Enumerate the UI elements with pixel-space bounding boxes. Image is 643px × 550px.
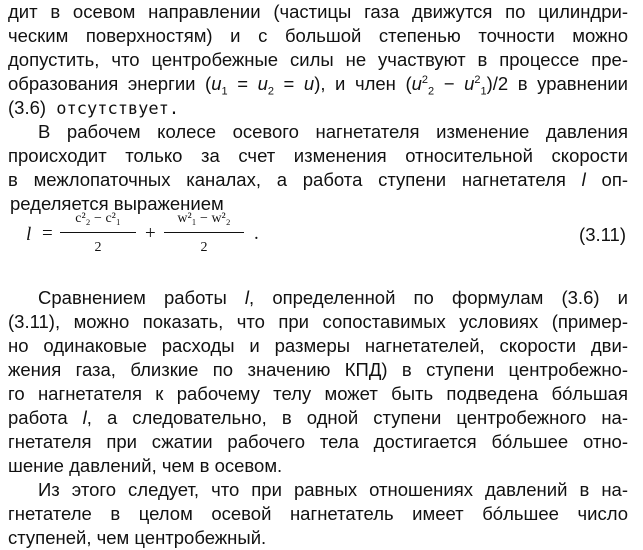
math-op: = — [273, 73, 304, 94]
text-span: допустить, что центробежные силы не участвуют в процессе пре- — [8, 49, 628, 70]
text-span: ступеней, чем центробежный. — [8, 527, 267, 548]
math-sub: 2 — [428, 85, 435, 98]
fraction-numerator: c²₂ − c²₁ — [75, 211, 121, 226]
text-span: происходит только за счет изменения относительной скорости — [8, 145, 628, 166]
math-sub: 2 — [267, 85, 274, 98]
text-line — [8, 310, 628, 334]
math-var: u — [211, 73, 222, 94]
formula-plus: + — [145, 223, 156, 244]
text-span: работа — [8, 407, 83, 428]
text-span: дит в осевом направлении (частицы газа движутся по цилиндри- — [8, 1, 628, 22]
text-line — [8, 358, 628, 382]
text-span: но одинаковые расходы и размеры нагнетателей, скорости дви- — [8, 335, 628, 356]
text-line — [8, 168, 628, 192]
math-var: l — [244, 287, 250, 308]
fraction-w — [164, 210, 244, 257]
text-line — [8, 72, 628, 96]
text-line — [8, 48, 628, 72]
fraction-c — [60, 210, 136, 257]
text-span: ческим поверхностям) и с большой степенью точности можно — [8, 25, 628, 46]
text-span: Из этого следует, что при равных отношениях давлений в на- — [38, 479, 628, 500]
formula-lhs: l — [26, 224, 32, 245]
formula-equals: = — [42, 223, 53, 244]
text-span: шение давлений, чем в осевом. — [8, 455, 283, 476]
text-span: ределяется выражением — [10, 193, 224, 214]
fraction-denominator: 2 — [200, 240, 208, 255]
text-span: ), и член ( — [314, 73, 412, 94]
text-line — [8, 406, 628, 430]
math-var: u — [464, 73, 475, 94]
math-sup: 2 — [421, 73, 429, 86]
text-span: В рабочем колесе осевого нагнетателя изменение давления — [38, 121, 628, 142]
math-var: u — [303, 73, 315, 94]
math-sup: 2 — [474, 73, 481, 86]
text-line — [38, 478, 628, 502]
text-line — [8, 144, 628, 168]
text-span: жения газа, близкие по значению КПД) в ступени центробежно- — [8, 359, 628, 380]
math-sub: 1 — [480, 85, 487, 98]
formula-3-11 — [0, 210, 643, 260]
math-var: u — [257, 73, 268, 94]
text-line — [8, 526, 628, 550]
text-line — [38, 120, 628, 144]
text-span: в межлопаточных каналах, а работа ступени нагнетателя — [8, 169, 582, 190]
text-span: , определенной по формулам (3.6) и — [249, 287, 628, 308]
math-var: l — [581, 169, 586, 190]
text-span: гнетателе в целом осевой нагнетатель имеет бóльшее число — [8, 503, 628, 524]
math-op: = — [227, 73, 258, 94]
math-sub: 1 — [221, 85, 228, 98]
text-line — [8, 454, 628, 478]
text-span: оп- — [585, 169, 629, 190]
text-span: го нагнетателя к рабочему телу может быть подведена бóльшая — [8, 383, 628, 404]
fraction-denominator: 2 — [94, 240, 102, 255]
math-var: l — [82, 407, 87, 428]
text-span: (3.6) — [8, 97, 47, 118]
text-span: отсутствует. — [46, 99, 180, 119]
text-span: (3.11), можно показать, что при сопоставимых условиях (пример- — [8, 311, 628, 332]
text-line — [8, 96, 628, 121]
text-line — [38, 286, 628, 310]
text-span: )/2 в уравнении — [486, 73, 628, 94]
math-var: u — [411, 73, 422, 94]
fraction-bar — [164, 232, 244, 233]
text-line — [8, 0, 628, 24]
text-span: образования энергии ( — [8, 73, 212, 94]
math-op: − — [434, 73, 465, 94]
text-line — [8, 24, 628, 48]
fraction-bar — [60, 232, 136, 233]
equation-number: (3.11) — [579, 224, 626, 245]
text-line — [8, 334, 628, 358]
text-span: Сравнением работы — [38, 287, 245, 308]
formula-period: . — [254, 223, 259, 244]
text-line — [8, 502, 628, 526]
text-line — [8, 430, 628, 454]
text-line — [8, 382, 628, 406]
text-span: , а следовательно, в одной ступени центробежного на- — [86, 407, 628, 428]
text-span: гнетателя при сжатии рабочего тела достигается бóльшее отно- — [8, 431, 628, 452]
fraction-numerator: w²₁ − w²₂ — [177, 211, 231, 226]
